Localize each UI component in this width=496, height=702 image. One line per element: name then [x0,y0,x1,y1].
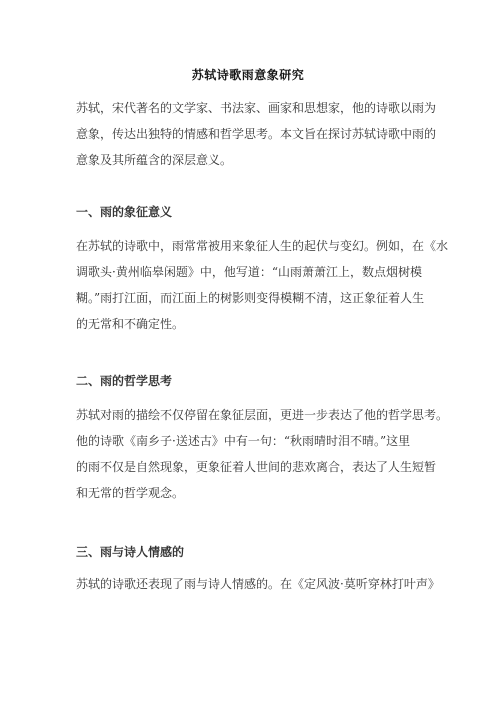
section-heading-emotion: 三、雨与诗人情感的 [76,545,185,559]
section-paragraph-emotion [76,571,440,597]
paragraph-line: 和无常的哲学观念。 [76,486,185,500]
paragraph-line: 他的诗歌《南乡子·送述古》中有一句：“秋雨晴时泪不晴。”这里 [76,434,411,448]
section-heading-symbolism: 一、雨的象征意义 [76,205,173,219]
intro-paragraph [76,95,437,173]
paragraph-line: 苏轼的诗歌还表现了雨与诗人情感的。在《定风波·莫听穿林打叶声》 [76,577,440,591]
paragraph-line: 意象及其所蕴含的深层意义。 [76,153,233,167]
paragraph-line: 糊。”雨打江面，而江面上的树影则变得模糊不清，这正象征着人生 [76,291,425,305]
paragraph-line: 调歌头·黄州临皋闲题》中，他写道：“山雨萧萧江上，数点烟树模 [76,265,422,279]
section-paragraph-philosophy [76,402,449,506]
paragraph-line: 意象，传达出独特的情感和哲学思考。本文旨在探讨苏轼诗歌中雨的 [76,127,437,141]
section-paragraph-symbolism [76,233,449,337]
paragraph-line: 在苏轼的诗歌中，雨常常被用来象征人生的起伏与变幻。例如，在《水 [76,239,449,253]
paragraph-line: 苏轼对雨的描绘不仅停留在象征层面，更进一步表达了他的哲学思考。 [76,408,449,422]
paragraph-line: 的无常和不确定性。 [76,317,185,331]
paragraph-line: 的雨不仅是自然现象，更象征着人世间的悲欢离合，表达了人生短暂 [76,460,437,474]
document-title: 苏轼诗歌雨意象研究 [191,68,305,82]
paragraph-line: 苏轼，宋代著名的文学家、书法家、画家和思想家，他的诗歌以雨为 [76,101,437,115]
section-heading-philosophy: 二、雨的哲学思考 [76,374,173,388]
